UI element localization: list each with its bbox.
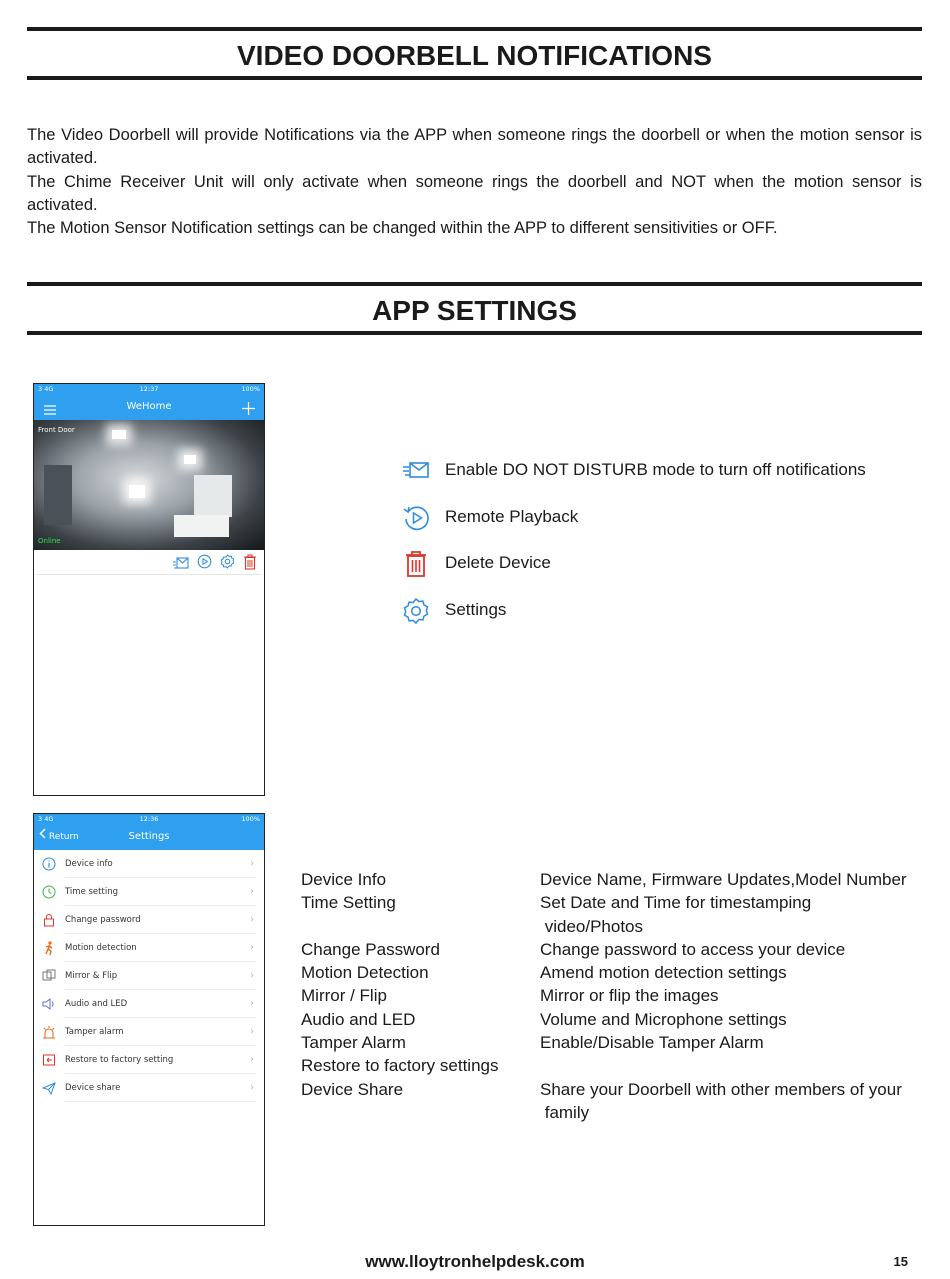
phone-screenshot-wehome [33, 383, 265, 796]
camera-status: Online [38, 537, 61, 545]
chevron-right-icon: › [250, 1054, 254, 1065]
alarm-icon [42, 1024, 56, 1038]
mirror-icon [42, 968, 56, 982]
setting-description: Set Date and Time for timestamping [540, 893, 812, 913]
setting-name [301, 1101, 498, 1124]
setting-name: Tamper Alarm [301, 1033, 406, 1053]
bench [174, 515, 229, 537]
gear-icon[interactable] [220, 554, 235, 569]
setting-name: Motion Detection [301, 963, 429, 983]
section-title-app-settings: APP SETTINGS [372, 295, 577, 326]
settings-item-label: Device share [65, 1083, 121, 1093]
setting-description: family [540, 1102, 590, 1122]
setting-name: Device Share [301, 1079, 404, 1099]
intro-paragraph-3: The Motion Sensor Notification settings can be changed within the APP to different sensitivities or OFF. [27, 219, 778, 238]
ceiling-light [112, 430, 126, 439]
back-label: Return [48, 832, 79, 842]
clock-icon [42, 884, 56, 898]
setting-description: Volume and Microphone settings [540, 1009, 787, 1029]
restore-icon [42, 1052, 56, 1066]
cabinet [194, 475, 232, 517]
setting-name: Restore to factory settings [301, 1056, 499, 1076]
signal-indicator: 3 4G [38, 385, 54, 393]
phone-screenshot-settings [33, 813, 265, 1226]
app-title: Settings [128, 831, 170, 842]
ceiling-light [184, 455, 196, 464]
signal-indicator: 3 4G [38, 815, 54, 823]
walking-person-icon [42, 940, 56, 954]
intro-paragraph-2: The Chime Receiver Unit will only activate when someone rings the doorbell and NOT when the motion sensor is activated. [27, 172, 922, 214]
footer-url: www.lloytronhelpdesk.com [365, 1252, 585, 1271]
settings-item-label: Audio and LED [65, 999, 128, 1009]
settings-item-label: Change password [65, 915, 141, 925]
lock-icon [42, 912, 56, 926]
settings-item-tamper[interactable] [34, 1018, 264, 1046]
chevron-right-icon: › [250, 858, 254, 869]
battery-indicator: 100% [241, 815, 260, 823]
intro-text [27, 124, 922, 240]
chevron-right-icon: › [250, 914, 254, 925]
settings-item-label: Mirror & Flip [65, 971, 118, 981]
settings-item-label: Device info [65, 859, 113, 869]
setting-name [301, 915, 498, 938]
chevron-right-icon: › [250, 998, 254, 1009]
setting-description: video/Photos [540, 916, 644, 936]
settings-descriptions-column [540, 868, 907, 1124]
status-time: 12:36 [139, 815, 159, 823]
settings-item-restore[interactable] [34, 1046, 264, 1074]
page-title: VIDEO DOORBELL NOTIFICATIONS [237, 40, 712, 71]
section-underline [27, 331, 922, 335]
shelf [44, 465, 72, 525]
settings-item-label: Restore to factory setting [65, 1055, 174, 1065]
speaker-icon [42, 996, 56, 1010]
setting-name: Mirror / Flip [301, 986, 387, 1006]
setting-description: Share your Doorbell with other members of your [540, 1079, 902, 1099]
setting-description: Device Name, Firmware Updates,Model Number [540, 870, 907, 889]
settings-item-motion[interactable] [34, 934, 264, 962]
info-icon [42, 856, 56, 870]
trash-icon [402, 550, 430, 578]
settings-item-share[interactable] [34, 1074, 264, 1102]
divider [36, 574, 262, 575]
app-navbar [34, 394, 264, 420]
setting-name: Device Info [301, 870, 387, 889]
settings-item-label: Time setting [65, 887, 118, 897]
setting-description [540, 1054, 907, 1077]
settings-names-column [301, 868, 498, 1124]
trash-icon[interactable] [243, 554, 257, 570]
playback-icon [402, 504, 430, 532]
settings-item-mirror[interactable] [34, 962, 264, 990]
setting-name: Change Password [301, 939, 440, 959]
settings-item-password[interactable] [34, 906, 264, 934]
app-title: WeHome [126, 401, 172, 412]
camera-name: Front Door [38, 426, 75, 434]
settings-item-audio[interactable] [34, 990, 264, 1018]
ceiling-light [129, 485, 145, 498]
divider [65, 1101, 256, 1102]
status-time: 12:37 [139, 385, 159, 393]
legend-label: Enable DO NOT DISTURB mode to turn off notifications [445, 460, 866, 479]
page-number: 15 [893, 1254, 908, 1269]
add-device-icon[interactable] [242, 400, 255, 413]
setting-description: Enable/Disable Tamper Alarm [540, 1033, 764, 1053]
intro-paragraph-1: The Video Doorbell will provide Notifications via the APP when someone rings the doorbell or when the motion sensor is activated. [27, 126, 922, 168]
battery-indicator: 100% [241, 385, 260, 393]
settings-item-device-info[interactable] [34, 850, 264, 878]
camera-feed[interactable] [34, 420, 264, 550]
chevron-right-icon: › [250, 886, 254, 897]
status-bar [34, 814, 264, 824]
chevron-right-icon: › [250, 1026, 254, 1037]
setting-description: Amend motion detection settings [540, 963, 787, 983]
settings-item-label: Motion detection [65, 943, 137, 953]
legend-label: Settings [445, 600, 507, 619]
setting-name: Audio and LED [301, 1009, 416, 1029]
settings-item-label: Tamper alarm [65, 1027, 124, 1037]
share-icon [42, 1080, 56, 1094]
do-not-disturb-icon[interactable] [173, 555, 189, 569]
chevron-right-icon: › [250, 970, 254, 981]
status-bar [34, 384, 264, 394]
gear-icon [402, 597, 430, 625]
setting-name: Time Setting [301, 893, 396, 913]
playback-icon[interactable] [197, 554, 212, 569]
settings-item-time[interactable] [34, 878, 264, 906]
setting-description: Mirror or flip the images [540, 986, 719, 1006]
top-rule [27, 27, 922, 31]
setting-description: Change password to access your device [540, 939, 846, 959]
chevron-right-icon: › [250, 1082, 254, 1093]
app-navbar [34, 824, 264, 850]
legend-label: Delete Device [445, 553, 551, 572]
title-underline [27, 76, 922, 80]
do-not-disturb-icon [402, 457, 430, 485]
legend-label: Remote Playback [445, 507, 579, 526]
section-rule [27, 282, 922, 286]
chevron-right-icon: › [250, 942, 254, 953]
